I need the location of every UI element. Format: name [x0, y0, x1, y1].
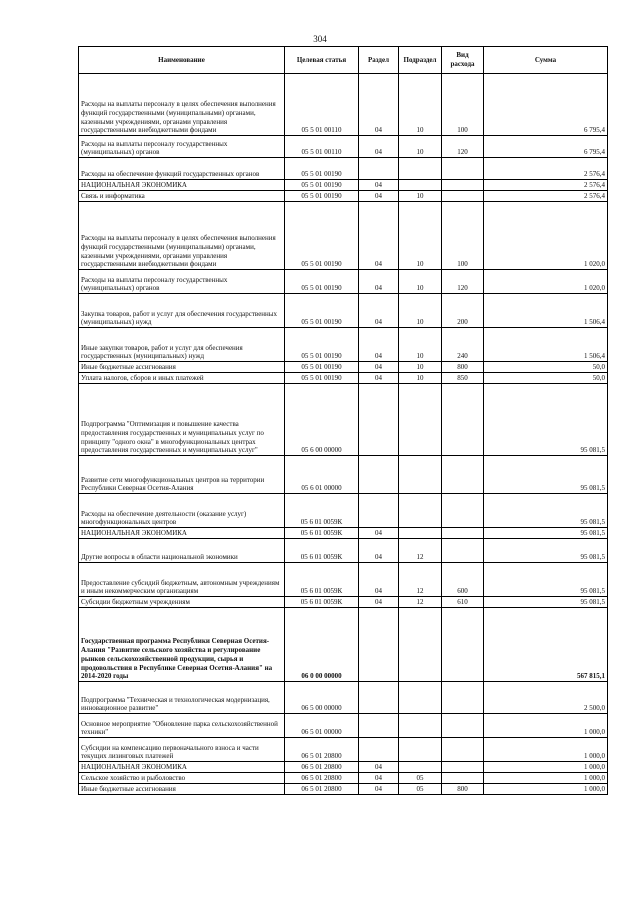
cell-subsection: 10 [399, 136, 442, 158]
header-subsection: Подраздел [399, 47, 442, 74]
cell-sum: 95 081,5 [484, 528, 608, 539]
cell-expense-type: 100 [442, 202, 484, 270]
table-body [79, 74, 608, 795]
cell-name: Расходы на выплаты персоналу государственных (муниципальных) органов [79, 270, 285, 294]
table-row [79, 294, 608, 328]
header-section: Раздел [359, 47, 399, 74]
cell-expense-type [442, 384, 484, 456]
cell-subsection: 12 [399, 597, 442, 608]
cell-name: Сельское хозяйство и рыболовство [79, 773, 285, 784]
table-header-row [79, 47, 608, 74]
cell-target-article: 06 5 01 20800 [285, 784, 359, 795]
cell-expense-type [442, 180, 484, 191]
cell-name: Расходы на выплаты персоналу государственных (муниципальных) органов [79, 136, 285, 158]
cell-expense-type: 100 [442, 74, 484, 136]
cell-subsection [399, 608, 442, 682]
cell-target-article: 05 5 01 00190 [285, 294, 359, 328]
cell-target-article: 06 0 00 00000 [285, 608, 359, 682]
cell-expense-type [442, 494, 484, 528]
cell-subsection [399, 738, 442, 762]
cell-subsection: 10 [399, 270, 442, 294]
cell-expense-type: 120 [442, 136, 484, 158]
table-row [79, 136, 608, 158]
cell-section [359, 738, 399, 762]
cell-name: Расходы на обеспечение функций государственных органов [79, 158, 285, 180]
table-row [79, 456, 608, 494]
cell-name: Подпрограмма "Техническая и технологическая модернизация, инновационное развитие" [79, 682, 285, 714]
cell-target-article: 06 5 01 20800 [285, 762, 359, 773]
cell-sum: 6 795,4 [484, 74, 608, 136]
cell-section: 04 [359, 74, 399, 136]
cell-expense-type [442, 682, 484, 714]
table-row [79, 270, 608, 294]
cell-section: 04 [359, 202, 399, 270]
cell-target-article: 05 5 01 00110 [285, 136, 359, 158]
budget-table [78, 46, 608, 795]
cell-sum: 1 000,0 [484, 784, 608, 795]
cell-expense-type [442, 762, 484, 773]
cell-name: Расходы на обеспечение деятельности (оказание услуг) многофункциональных центров [79, 494, 285, 528]
cell-name: Другие вопросы в области национальной экономики [79, 539, 285, 563]
table-row [79, 528, 608, 539]
cell-subsection: 10 [399, 74, 442, 136]
cell-sum: 95 081,5 [484, 384, 608, 456]
page-number: 304 [313, 34, 327, 44]
cell-target-article: 06 5 00 00000 [285, 682, 359, 714]
cell-name: Подпрограмма "Оптимизация и повышение качества предоставления государственных и муниципальных услуг по принципу "одного окна" в многофункциональных центрах предоставления государственных и муниципальных услуг" [79, 384, 285, 456]
cell-subsection [399, 494, 442, 528]
cell-sum: 2 576,4 [484, 158, 608, 180]
cell-subsection: 12 [399, 539, 442, 563]
cell-sum: 1 000,0 [484, 714, 608, 738]
cell-expense-type [442, 608, 484, 682]
cell-sum: 2 500,0 [484, 682, 608, 714]
cell-sum: 95 081,5 [484, 456, 608, 494]
cell-section: 04 [359, 762, 399, 773]
cell-sum: 95 081,5 [484, 563, 608, 597]
cell-sum: 2 576,4 [484, 180, 608, 191]
cell-section [359, 158, 399, 180]
table-row [79, 784, 608, 795]
cell-target-article: 05 6 00 00000 [285, 384, 359, 456]
cell-target-article: 05 5 01 00190 [285, 270, 359, 294]
cell-name: Государственная программа Республики Северная Осетия-Алания "Развитие сельского хозяйства и регулирование рынков сельскохозяйственной продукции, сырья и продовольствия в Республике Северная Осетия-Алания" на 2014-2020 годы [79, 608, 285, 682]
cell-name: Иные бюджетные ассигнования [79, 362, 285, 373]
cell-sum: 95 081,5 [484, 539, 608, 563]
cell-sum: 1 000,0 [484, 762, 608, 773]
cell-name: Предоставление субсидий бюджетным, автономным учреждениям и иным некоммерческим организациям [79, 563, 285, 597]
cell-sum: 2 576,4 [484, 191, 608, 202]
table-row [79, 773, 608, 784]
header-expense-type: Вид расхода [442, 47, 484, 74]
cell-section: 04 [359, 784, 399, 795]
cell-section: 04 [359, 136, 399, 158]
cell-subsection: 10 [399, 328, 442, 362]
cell-expense-type [442, 773, 484, 784]
cell-subsection [399, 456, 442, 494]
cell-expense-type [442, 158, 484, 180]
cell-section [359, 494, 399, 528]
cell-sum: 1 000,0 [484, 738, 608, 762]
table-row [79, 362, 608, 373]
table-row [79, 738, 608, 762]
cell-expense-type: 200 [442, 294, 484, 328]
header-name: Наименование [79, 47, 285, 74]
cell-section: 04 [359, 294, 399, 328]
cell-subsection [399, 714, 442, 738]
cell-target-article: 05 5 01 00190 [285, 373, 359, 384]
cell-name: Субсидии бюджетным учреждениям [79, 597, 285, 608]
cell-expense-type: 800 [442, 362, 484, 373]
table-row [79, 384, 608, 456]
cell-sum: 1 506,4 [484, 328, 608, 362]
cell-name: Связь и информатика [79, 191, 285, 202]
cell-section: 04 [359, 362, 399, 373]
cell-name: НАЦИОНАЛЬНАЯ ЭКОНОМИКА [79, 528, 285, 539]
cell-target-article: 05 5 01 00110 [285, 74, 359, 136]
table-row [79, 373, 608, 384]
cell-section: 04 [359, 539, 399, 563]
cell-expense-type [442, 191, 484, 202]
cell-expense-type: 120 [442, 270, 484, 294]
cell-name: Иные бюджетные ассигнования [79, 784, 285, 795]
cell-sum: 1 506,4 [484, 294, 608, 328]
cell-subsection: 10 [399, 362, 442, 373]
cell-target-article: 05 6 01 0059К [285, 563, 359, 597]
cell-name: Закупка товаров, работ и услуг для обеспечения государственных (муниципальных) нужд [79, 294, 285, 328]
cell-expense-type [442, 539, 484, 563]
cell-expense-type: 850 [442, 373, 484, 384]
cell-subsection [399, 762, 442, 773]
cell-name: Расходы на выплаты персоналу в целях обеспечения выполнения функций государственными (муниципальными) органами, казенными учреждениями, органами управления государственными внебюджетными фондами [79, 74, 285, 136]
cell-subsection [399, 528, 442, 539]
cell-target-article: 05 6 01 0059К [285, 494, 359, 528]
cell-sum: 1 020,0 [484, 270, 608, 294]
cell-section [359, 456, 399, 494]
table-row [79, 563, 608, 597]
table-row [79, 180, 608, 191]
cell-name: Расходы на выплаты персоналу в целях обеспечения выполнения функций государственными (муниципальными) органами, казенными учреждениями, органами управления государственными внебюджетными фондами [79, 202, 285, 270]
cell-target-article: 05 5 01 00190 [285, 158, 359, 180]
cell-sum: 50,0 [484, 362, 608, 373]
table-row [79, 539, 608, 563]
cell-target-article: 05 6 01 0059К [285, 597, 359, 608]
cell-name: НАЦИОНАЛЬНАЯ ЭКОНОМИКА [79, 762, 285, 773]
cell-subsection: 05 [399, 773, 442, 784]
cell-sum: 567 815,1 [484, 608, 608, 682]
cell-section [359, 714, 399, 738]
cell-expense-type: 600 [442, 563, 484, 597]
cell-target-article: 05 6 01 0059К [285, 539, 359, 563]
cell-target-article: 05 6 01 00000 [285, 456, 359, 494]
cell-sum: 95 081,5 [484, 597, 608, 608]
cell-subsection: 10 [399, 202, 442, 270]
cell-sum: 6 795,4 [484, 136, 608, 158]
table-row [79, 608, 608, 682]
cell-sum: 1 020,0 [484, 202, 608, 270]
cell-expense-type: 610 [442, 597, 484, 608]
cell-section: 04 [359, 270, 399, 294]
cell-expense-type [442, 738, 484, 762]
cell-subsection: 12 [399, 563, 442, 597]
cell-target-article: 05 6 01 0059К [285, 528, 359, 539]
cell-subsection: 05 [399, 784, 442, 795]
cell-expense-type: 240 [442, 328, 484, 362]
cell-expense-type [442, 714, 484, 738]
cell-expense-type: 800 [442, 784, 484, 795]
cell-name: Субсидии на компенсацию первоначального взноса и части текущих лизинговых платежей [79, 738, 285, 762]
table-row [79, 494, 608, 528]
table-row [79, 74, 608, 136]
cell-section: 04 [359, 773, 399, 784]
table-row [79, 597, 608, 608]
cell-section: 04 [359, 180, 399, 191]
cell-section: 04 [359, 328, 399, 362]
cell-target-article: 05 5 01 00190 [285, 180, 359, 191]
cell-subsection: 10 [399, 373, 442, 384]
cell-subsection [399, 384, 442, 456]
cell-target-article: 05 5 01 00190 [285, 202, 359, 270]
cell-section: 04 [359, 563, 399, 597]
cell-name: Развитие сети многофункциональных центров на территории Республики Северная Осетия-Алания [79, 456, 285, 494]
table-row [79, 191, 608, 202]
cell-section [359, 682, 399, 714]
cell-target-article: 05 5 01 00190 [285, 191, 359, 202]
table-row [79, 714, 608, 738]
cell-name: НАЦИОНАЛЬНАЯ ЭКОНОМИКА [79, 180, 285, 191]
table-row [79, 202, 608, 270]
header-sum: Сумма [484, 47, 608, 74]
cell-sum: 95 081,5 [484, 494, 608, 528]
cell-target-article: 05 5 01 00190 [285, 362, 359, 373]
table-row [79, 762, 608, 773]
cell-subsection [399, 158, 442, 180]
cell-subsection [399, 682, 442, 714]
cell-name: Уплата налогов, сборов и иных платежей [79, 373, 285, 384]
cell-section [359, 608, 399, 682]
cell-name: Иные закупки товаров, работ и услуг для обеспечения государственных (муниципальных) нужд [79, 328, 285, 362]
cell-subsection: 10 [399, 191, 442, 202]
cell-section: 04 [359, 191, 399, 202]
table-row [79, 328, 608, 362]
cell-target-article: 05 5 01 00190 [285, 328, 359, 362]
cell-expense-type [442, 528, 484, 539]
cell-section: 04 [359, 528, 399, 539]
cell-expense-type [442, 456, 484, 494]
cell-sum: 1 000,0 [484, 773, 608, 784]
cell-subsection: 10 [399, 294, 442, 328]
table-row [79, 158, 608, 180]
cell-section: 04 [359, 373, 399, 384]
table-row [79, 682, 608, 714]
cell-name: Основное мероприятие "Обновление парка сельскохозяйственной техники" [79, 714, 285, 738]
cell-section [359, 384, 399, 456]
cell-target-article: 06 5 01 00000 [285, 714, 359, 738]
cell-target-article: 06 5 01 20800 [285, 738, 359, 762]
cell-target-article: 06 5 01 20800 [285, 773, 359, 784]
cell-sum: 50,0 [484, 373, 608, 384]
header-target-article: Целевая статья [285, 47, 359, 74]
cell-section: 04 [359, 597, 399, 608]
cell-subsection [399, 180, 442, 191]
